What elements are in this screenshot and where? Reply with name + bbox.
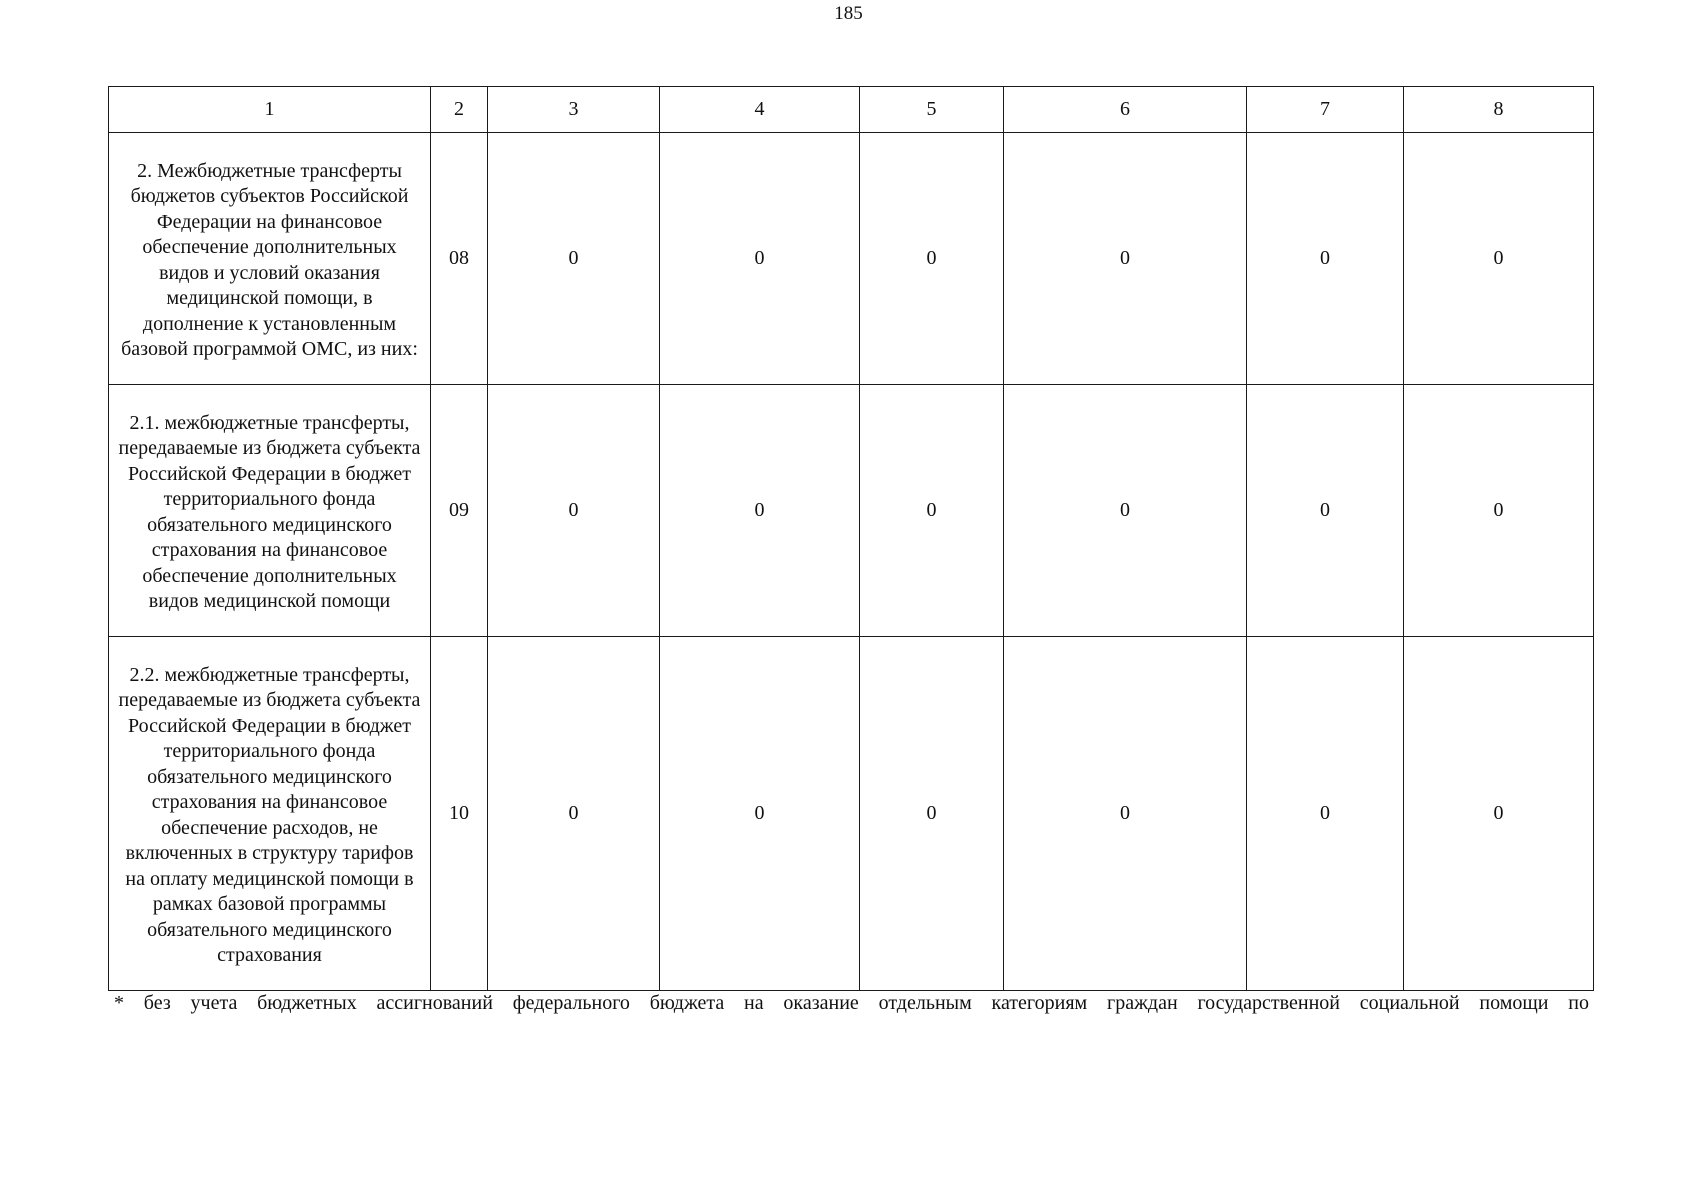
value-cell: 0 — [488, 385, 660, 637]
table-header-row — [109, 87, 1594, 133]
header-cell-6: 6 — [1004, 87, 1247, 133]
row-name-cell: 2.1. межбюджетные трансферты, передаваемые из бюджета субъекта Российской Федерации в бюджет территориального фонда обязательного медицинского страхования на финансовое обеспечение дополнительных видов медицинской помощи — [109, 385, 431, 637]
header-cell-8: 8 — [1404, 87, 1594, 133]
footnote: * без учета бюджетных ассигнований федерального бюджета на оказание отдельным категориям граждан государственной социальной помощи по — [114, 992, 1589, 1014]
value-cell: 0 — [488, 133, 660, 385]
value-cell: 0 — [1004, 385, 1247, 637]
value-cell: 0 — [860, 637, 1004, 991]
value-cell: 0 — [660, 637, 860, 991]
table-row — [109, 385, 1594, 637]
row-name-cell: 2. Межбюджетные трансферты бюджетов субъектов Российской Федерации на финансовое обеспечение дополнительных видов и условий оказания медицинской помощи, в дополнение к установленным базовой программой ОМС, из них: — [109, 133, 431, 385]
value-cell: 0 — [860, 385, 1004, 637]
value-cell: 0 — [1404, 637, 1594, 991]
value-cell: 0 — [1247, 385, 1404, 637]
data-table — [108, 86, 1594, 991]
row-code-cell: 10 — [431, 637, 488, 991]
header-cell-5: 5 — [860, 87, 1004, 133]
table-row — [109, 637, 1594, 991]
header-cell-3: 3 — [488, 87, 660, 133]
value-cell: 0 — [660, 133, 860, 385]
value-cell: 0 — [1247, 637, 1404, 991]
value-cell: 0 — [488, 637, 660, 991]
value-cell: 0 — [660, 385, 860, 637]
header-cell-2: 2 — [431, 87, 488, 133]
row-code-cell: 09 — [431, 385, 488, 637]
header-cell-1: 1 — [109, 87, 431, 133]
page-number: 185 — [834, 3, 863, 24]
header-cell-7: 7 — [1247, 87, 1404, 133]
row-name-cell: 2.2. межбюджетные трансферты, передаваемые из бюджета субъекта Российской Федерации в бюджет территориального фонда обязательного медицинского страхования на финансовое обеспечение расходов, не включенных в структуру тарифов на оплату медицинской помощи в рамках базовой программы обязательного медицинского страхования — [109, 637, 431, 991]
value-cell: 0 — [1404, 385, 1594, 637]
value-cell: 0 — [1004, 133, 1247, 385]
value-cell: 0 — [1004, 637, 1247, 991]
header-cell-4: 4 — [660, 87, 860, 133]
value-cell: 0 — [1404, 133, 1594, 385]
row-code-cell: 08 — [431, 133, 488, 385]
value-cell: 0 — [1247, 133, 1404, 385]
table-row — [109, 133, 1594, 385]
value-cell: 0 — [860, 133, 1004, 385]
